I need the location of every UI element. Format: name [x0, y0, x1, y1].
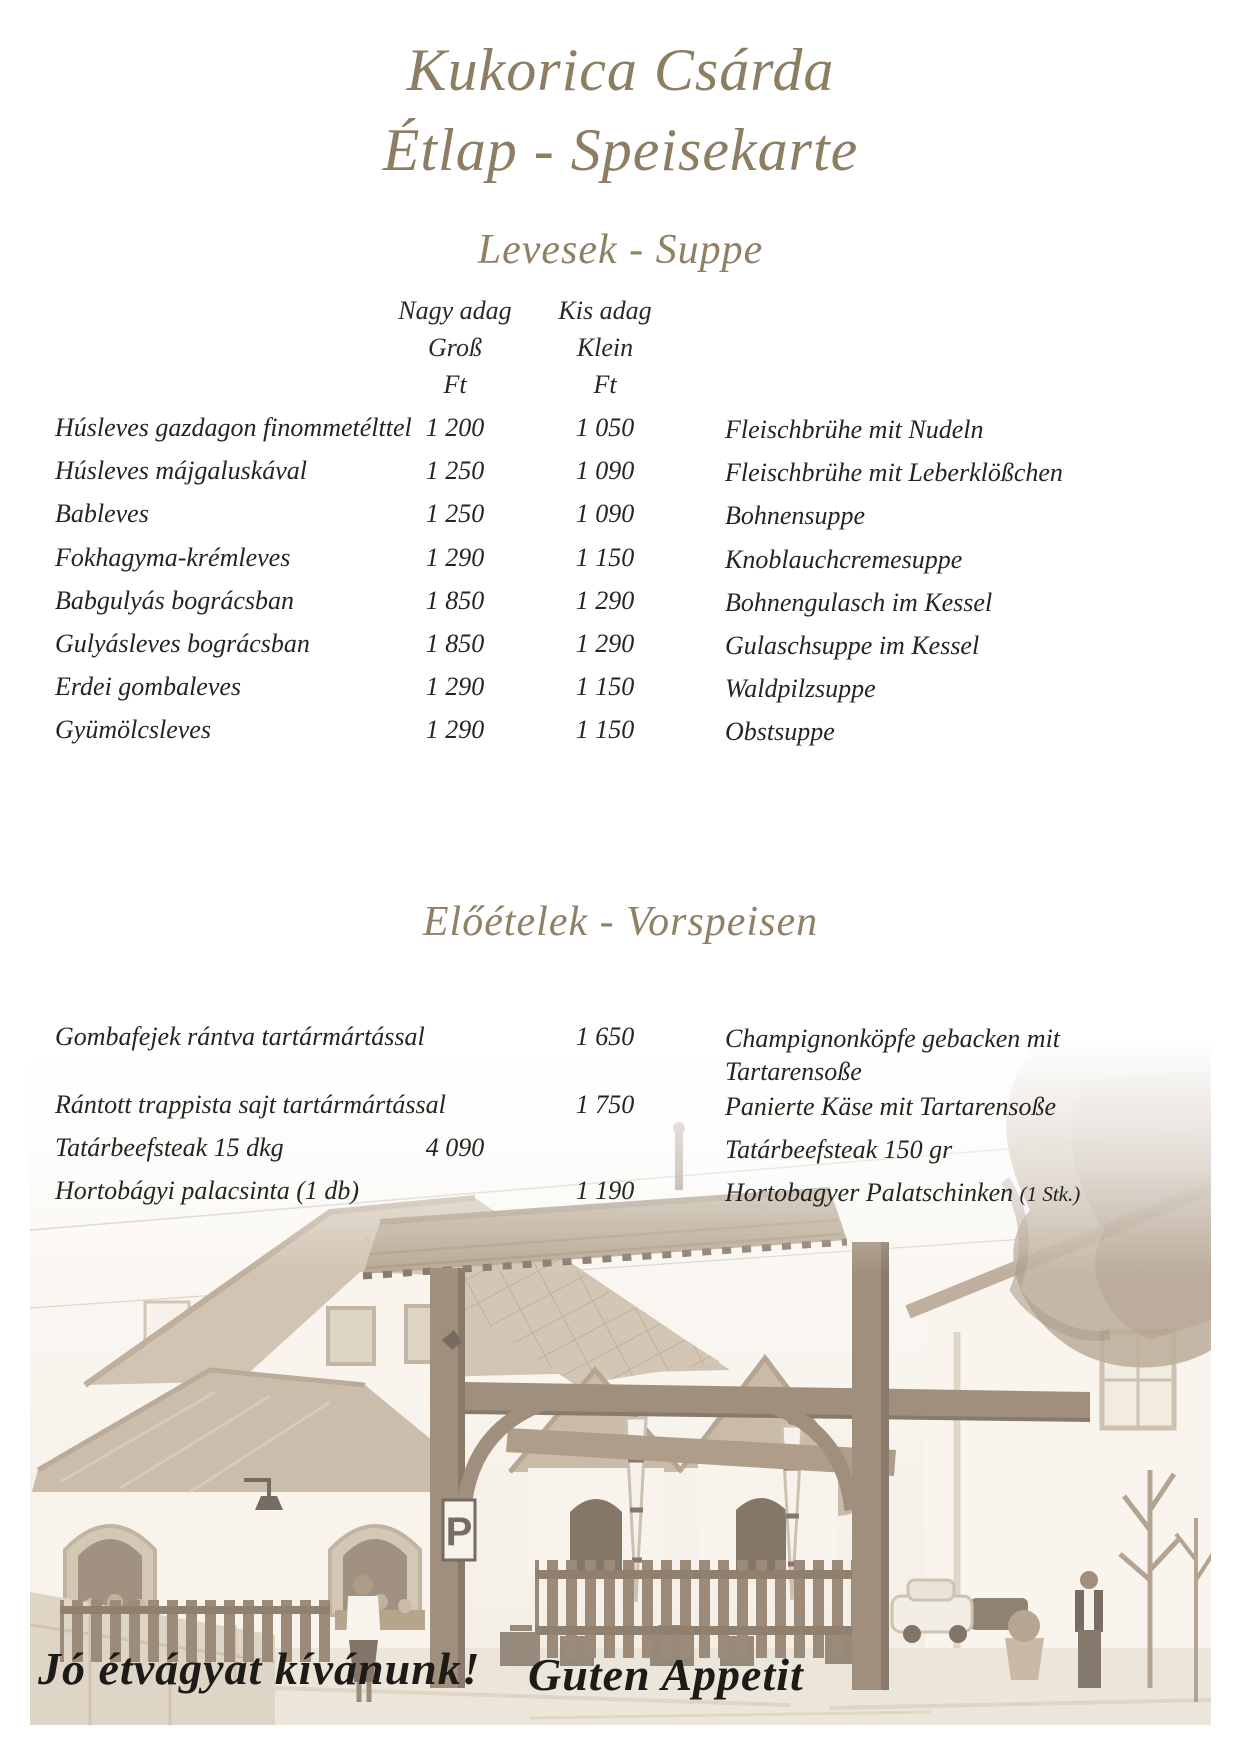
column-header-small-hu: Kis adag	[558, 296, 652, 325]
item-price-large: 1 290	[425, 672, 485, 702]
appetizers-rows	[0, 1022, 1241, 1220]
menu-item-row	[0, 715, 1241, 758]
item-name-de: Bohnengulasch im Kessel	[725, 587, 993, 617]
item-name-de: Knoblauchcremesuppe	[725, 544, 963, 574]
item-price-small: 1 190	[575, 1176, 635, 1206]
item-price-large: 1 850	[425, 628, 485, 658]
column-headers	[0, 292, 1241, 403]
item-name-hu: Babgulyás bográcsban	[55, 585, 295, 615]
item-name-hu: Tatárbeefsteak 15 dkg	[55, 1133, 284, 1163]
item-name-de: Fleischbrühe mit Leberklößchen	[725, 458, 1063, 488]
menu-item-row	[0, 1176, 1241, 1219]
item-name-de-note: (1 Stk.)	[1019, 1182, 1081, 1207]
item-name-de: Tatárbeefsteak 150 gr	[725, 1135, 953, 1165]
appetizers-table	[0, 1022, 1241, 1220]
item-price-small: 1 290	[575, 628, 635, 658]
item-name-de: Fleischbrühe mit Nudeln	[725, 415, 984, 444]
soups-rows	[0, 413, 1241, 759]
item-price-small: 1 090	[575, 499, 635, 529]
restaurant-name: Kukorica Csárda	[406, 37, 835, 103]
menu-title: Étlap - Speisekarte	[382, 117, 859, 183]
menu-item-row	[0, 672, 1241, 715]
item-name-hu: Húsleves májgaluskával	[55, 456, 308, 486]
item-name-hu: Fokhagyma-krémleves	[55, 542, 291, 572]
item-name-de: Hortobagyer Palatschinken (1 Stk.)	[725, 1178, 1081, 1208]
column-header-small	[545, 292, 665, 403]
footer-wish-hungarian: Jó étvágyat kívánunk!	[38, 1643, 481, 1694]
column-header-large	[395, 292, 515, 403]
item-price-small: 1 050	[575, 413, 635, 442]
item-name-hu: Bableves	[55, 499, 149, 529]
menu-item-row	[0, 586, 1241, 629]
item-name-de: Waldpilzsuppe	[725, 674, 876, 704]
menu-item-row	[0, 456, 1241, 499]
item-price-large: 1 250	[425, 456, 485, 486]
item-name-hu: Gulyásleves bográcsban	[55, 628, 310, 658]
menu-item-row	[0, 543, 1241, 586]
item-name-hu: Hortobágyi palacsinta (1 db)	[55, 1176, 360, 1206]
item-name-hu: Gyümölcsleves	[55, 715, 211, 745]
item-price-small: 1 750	[575, 1090, 635, 1119]
item-price-large: 4 090	[425, 1133, 485, 1163]
menu-item-row	[0, 1022, 1241, 1090]
svg-text:P: P	[445, 1510, 473, 1554]
item-price-large: 1 250	[425, 499, 485, 529]
column-header-large-de: Groß	[428, 333, 482, 362]
soups-table	[0, 292, 1241, 759]
column-header-small-unit: Ft	[593, 370, 617, 399]
item-name-de: Obstsuppe	[725, 717, 835, 747]
menu-item-row	[0, 413, 1241, 456]
item-price-small: 1 150	[575, 715, 635, 745]
menu-item-row	[0, 1090, 1241, 1133]
item-price-small: 1 150	[575, 672, 635, 702]
item-name-hu: Húsleves gazdagon finommetélttel	[55, 413, 412, 442]
item-name-hu: Gombafejek rántva tartármártással	[55, 1022, 425, 1051]
item-price-large: 1 850	[425, 585, 485, 615]
item-name-de: Panierte Käse mit Tartarensoße	[725, 1092, 1057, 1121]
column-header-large-unit: Ft	[443, 370, 467, 399]
item-name-de: Champignonköpfe gebacken mit Tartarensoße	[725, 1024, 1061, 1086]
menu-item-row	[0, 499, 1241, 542]
column-header-large-hu: Nagy adag	[398, 296, 512, 325]
item-name-de: Gulaschsuppe im Kessel	[725, 630, 980, 660]
item-price-small: 1 150	[575, 542, 635, 572]
column-header-small-de: Klein	[576, 333, 634, 362]
section-heading-appetizers: Előételek - Vorspeisen	[422, 899, 819, 945]
footer-wish-german: Guten Appetit	[528, 1649, 804, 1700]
section-heading-soups: Levesek - Suppe	[477, 227, 764, 273]
item-price-large: 1 200	[425, 413, 485, 442]
item-name-hu: Rántott trappista sajt tartármártással	[55, 1090, 446, 1119]
item-name-hu: Erdei gombaleves	[55, 672, 242, 702]
item-price-small: 1 290	[575, 585, 635, 615]
item-price-small: 1 650	[575, 1022, 635, 1051]
item-price-large: 1 290	[425, 542, 485, 572]
menu-item-row	[0, 1133, 1241, 1176]
item-name-de: Bohnensuppe	[725, 501, 866, 531]
item-price-small: 1 090	[575, 456, 635, 486]
page-title	[0, 30, 1241, 190]
menu-item-row	[0, 629, 1241, 672]
item-price-large: 1 290	[425, 715, 485, 745]
